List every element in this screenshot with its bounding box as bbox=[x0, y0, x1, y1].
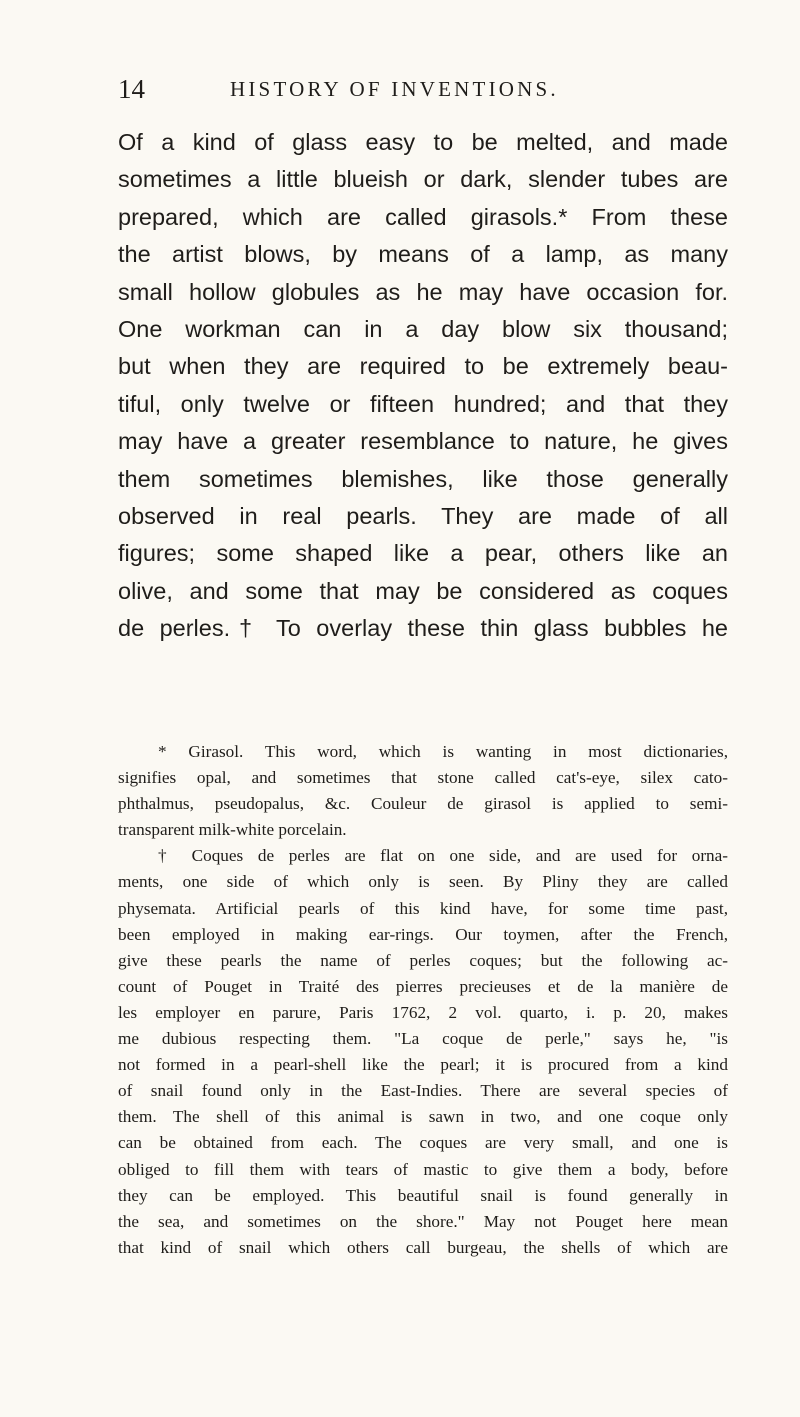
footnote-line: give these pearls the name of perles coques; but the following ac- bbox=[118, 950, 728, 970]
body-line: them sometimes blemishes, like those generally bbox=[118, 465, 728, 492]
running-head: HISTORY OF INVENTIONS. bbox=[230, 77, 559, 101]
footnote-line: me dubious respecting them. "La coque de perle," says he, "is bbox=[118, 1029, 728, 1049]
body-line: tiful, only twelve or fifteen hundred; and that they bbox=[118, 390, 728, 417]
body-line: the artist blows, by means of a lamp, as many bbox=[118, 241, 728, 268]
body-line: may have a greater resemblance to nature, he gives bbox=[118, 428, 728, 455]
footnote-line: † Coques de perles are flat on one side, and are used for orna- bbox=[158, 846, 728, 866]
footnote-line: les employer en parure, Paris 1762, 2 vol. quarto, i. p. 20, makes bbox=[118, 1002, 728, 1022]
footnote-line: of snail found only in the East-Indies. There are several species of bbox=[118, 1081, 728, 1101]
footnote-line: them. The shell of this animal is sawn in two, and one coque only bbox=[118, 1107, 728, 1127]
body-line: but when they are required to be extremely beau- bbox=[118, 353, 728, 380]
page-number: 14 bbox=[118, 74, 145, 104]
footnote-line: transparent milk-white porcelain. bbox=[118, 820, 347, 840]
footnote-line: obliged to fill them with tears of mastic to give them a body, before bbox=[118, 1159, 728, 1179]
body-line: sometimes a little blueish or dark, slender tubes are bbox=[118, 166, 728, 193]
footnote-line: can be obtained from each. The coques are very small, and one is bbox=[118, 1133, 728, 1153]
body-line: One workman can in a day blow six thousand; bbox=[118, 316, 728, 343]
body-line: observed in real pearls. They are made of all bbox=[118, 503, 728, 530]
body-line: Of a kind of glass easy to be melted, and made bbox=[118, 129, 728, 155]
footnote-line: count of Pouget in Traité des pierres precieuses et de la manière de bbox=[118, 976, 728, 996]
body-line: prepared, which are called girasols.* From these bbox=[118, 203, 728, 230]
body-line: de perles.† To overlay these thin glass bubbles he bbox=[118, 615, 728, 642]
footnote-line: not formed in a pearl-shell like the pearl; it is procured from a kind bbox=[118, 1055, 728, 1075]
page-header bbox=[118, 74, 718, 114]
footnote-line: phthalmus, pseudopalus, &c. Couleur de girasol is applied to semi- bbox=[118, 794, 728, 814]
body-line: small hollow globules as he may have occasion for. bbox=[118, 278, 728, 305]
footnote-line: been employed in making ear-rings. Our toymen, after the French, bbox=[118, 924, 728, 944]
body-paragraph bbox=[118, 124, 728, 648]
body-line: olive, and some that may be considered as coques bbox=[118, 577, 728, 604]
footnote-line: * Girasol. This word, which is wanting in most dictionaries, bbox=[158, 742, 728, 761]
footnote-line: physemata. Artificial pearls of this kind have, for some time past, bbox=[118, 898, 728, 918]
body-line: figures; some shaped like a pear, others like an bbox=[118, 540, 728, 567]
footnote-line: ments, one side of which only is seen. By Pliny they are called bbox=[118, 872, 728, 892]
footnote-line: signifies opal, and sometimes that stone called cat's-eye, silex cato- bbox=[118, 768, 728, 788]
footnotes bbox=[118, 739, 728, 1261]
footnote-line: they can be employed. This beautiful snail is found generally in bbox=[118, 1185, 728, 1205]
footnote-line: the sea, and sometimes on the shore." May not Pouget here mean bbox=[118, 1211, 728, 1231]
footnote-line: that kind of snail which others call burgeau, the shells of which are bbox=[118, 1237, 728, 1257]
